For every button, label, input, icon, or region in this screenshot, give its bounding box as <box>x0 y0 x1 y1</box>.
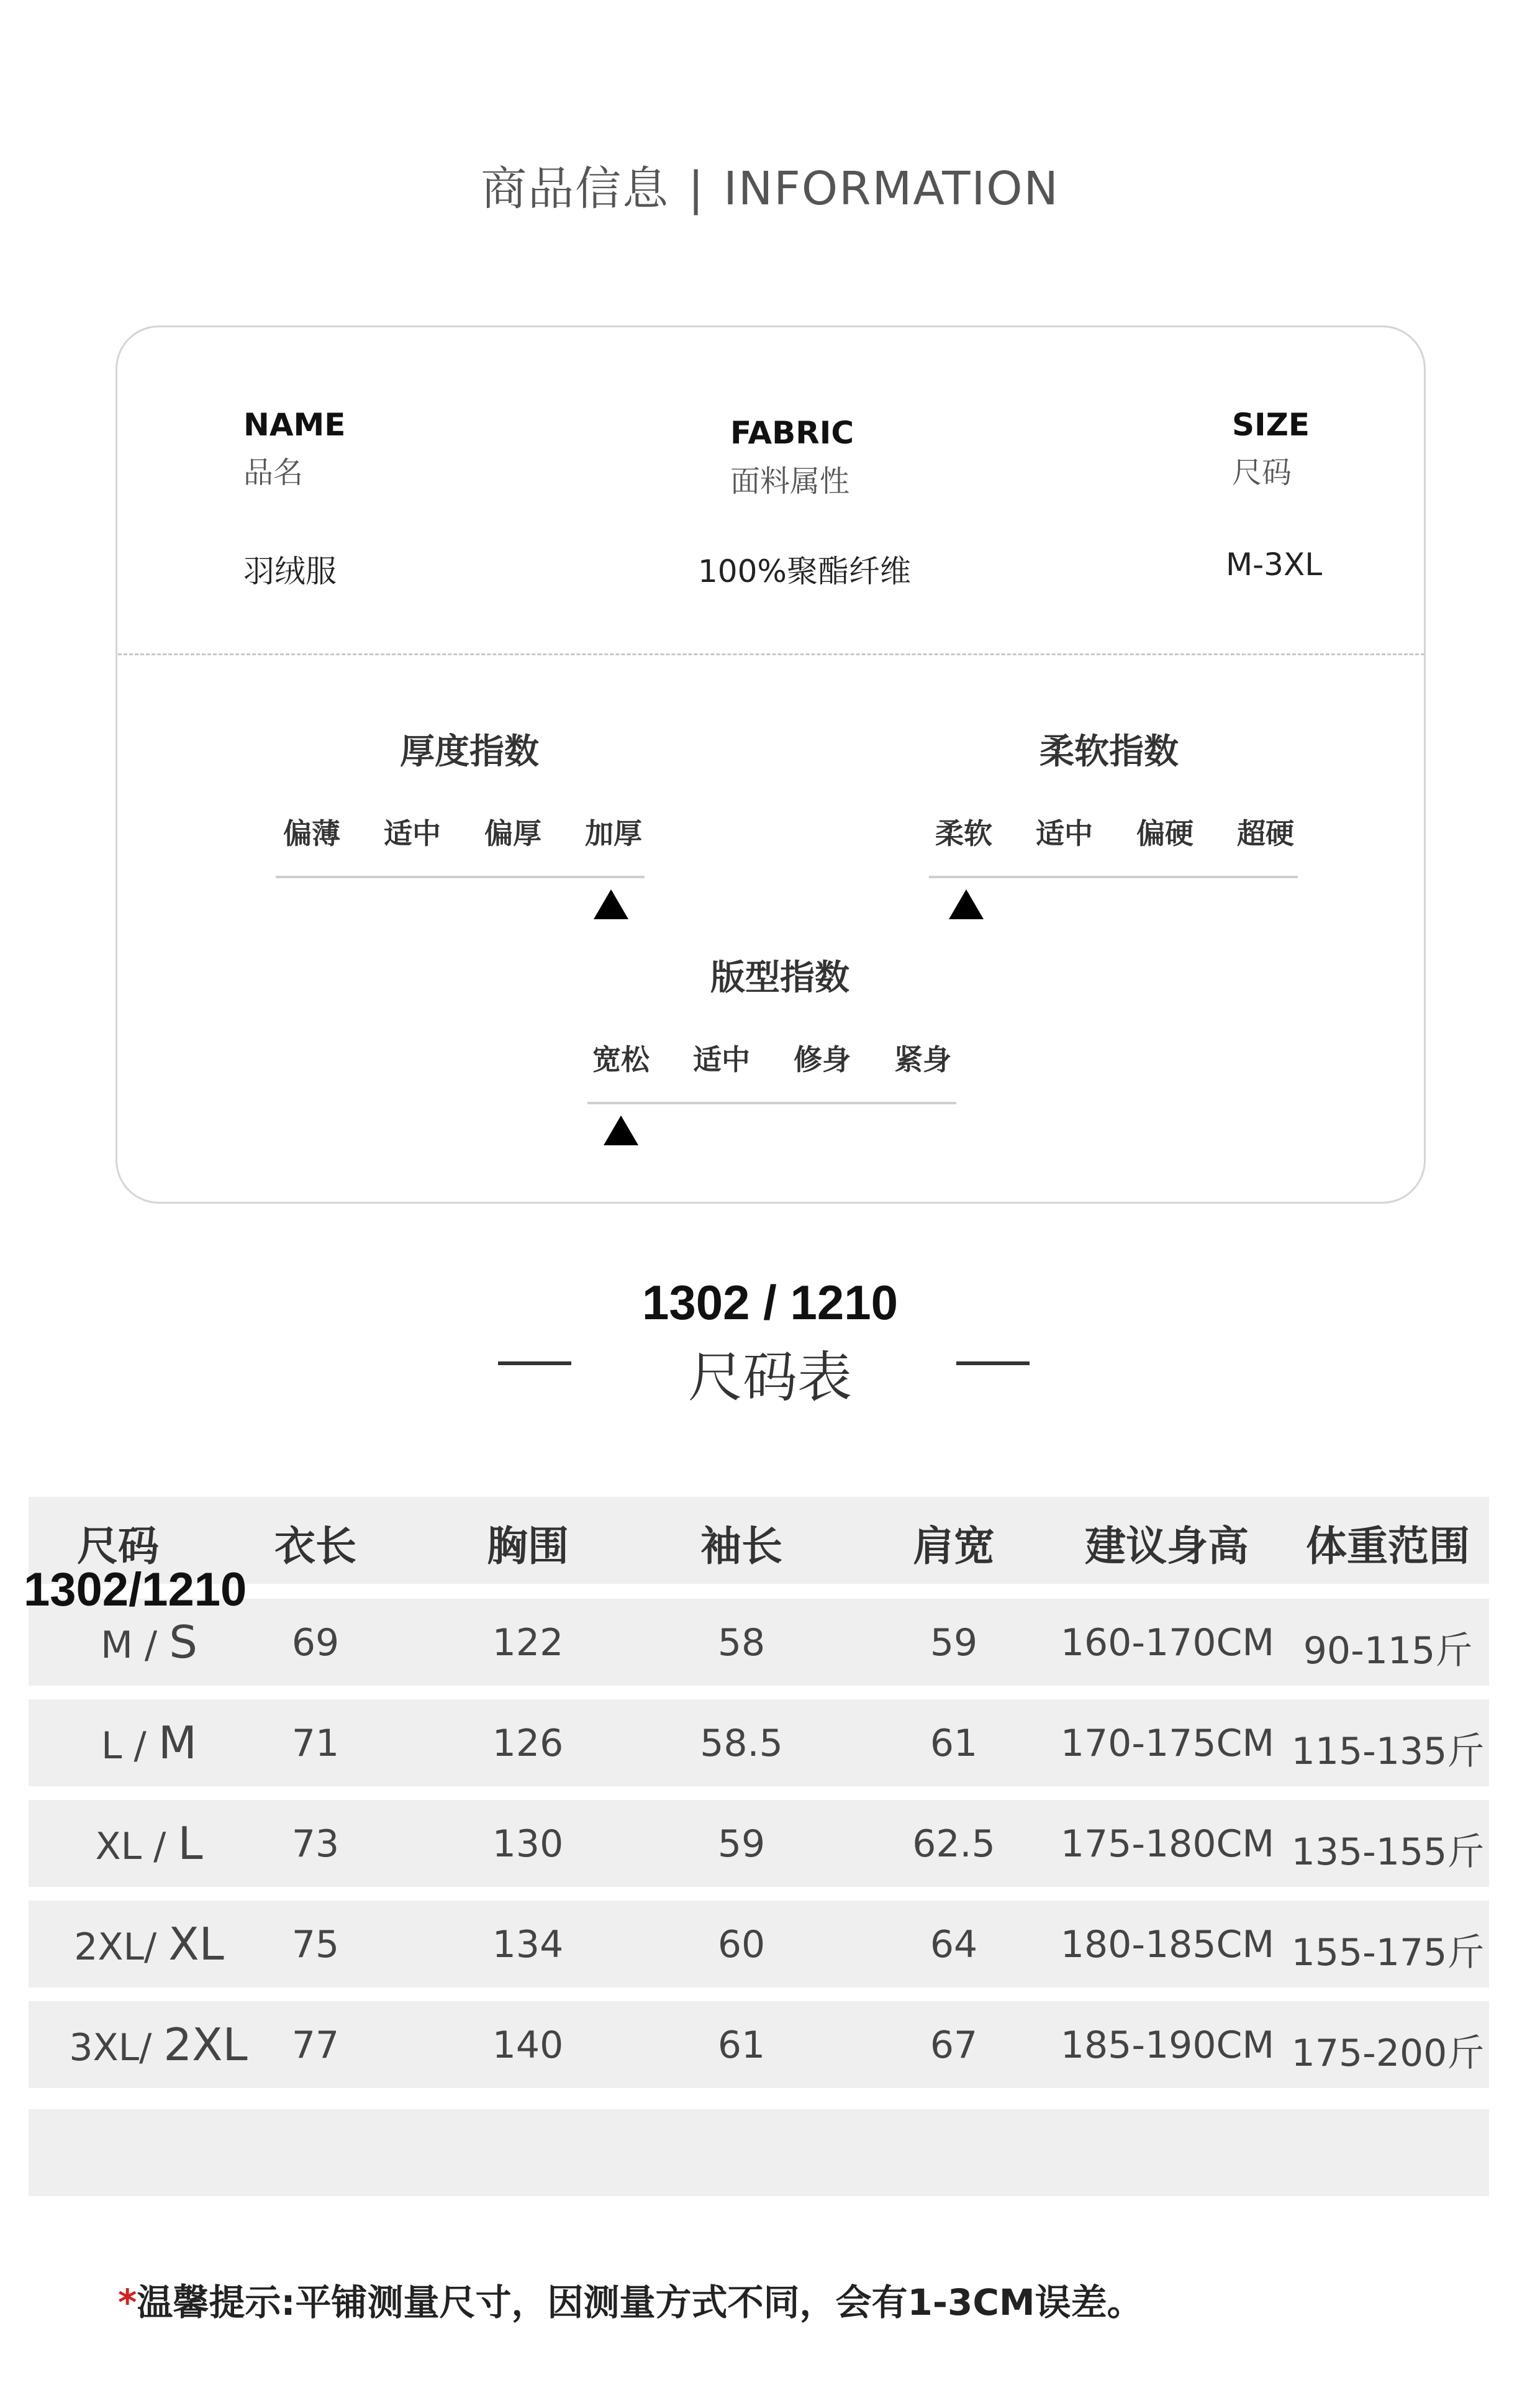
chest-cell: 126 <box>492 1722 564 1765</box>
col-header-weight: 体重范围 <box>1306 1522 1470 1570</box>
col-header-length: 衣长 <box>274 1522 356 1570</box>
weight-cell: 155-175斤 <box>1291 1931 1485 1974</box>
fit-option: 紧身 <box>894 1043 951 1076</box>
size-cell <box>56 2019 261 2071</box>
fit-option-selected: 宽松 <box>592 1043 650 1076</box>
shoulder-cell: 62.5 <box>912 1822 995 1866</box>
weight-cell: 175-200斤 <box>1291 2032 1485 2075</box>
chest-cell: 140 <box>492 2024 564 2067</box>
length-cell: 77 <box>291 2024 340 2067</box>
softness-scale-line <box>929 876 1298 878</box>
height-cell: 175-180CM <box>1060 1822 1275 1866</box>
size-a: M / <box>101 1624 158 1667</box>
model-code: 1302 / 1210 <box>641 1275 899 1330</box>
title-separator: | <box>688 162 705 216</box>
fabric-value: 100%聚酯纤维 <box>698 553 911 589</box>
softness-option: 超硬 <box>1237 817 1294 850</box>
title-zh: 商品信息 <box>481 162 670 216</box>
thickness-pointer-icon <box>594 889 628 919</box>
size-chart-title: 尺码表 <box>687 1345 852 1409</box>
measurement-note <box>118 2273 1143 2325</box>
height-cell: 185-190CM <box>1060 2024 1275 2067</box>
size-label-en: SIZE <box>1232 407 1310 443</box>
title-en: INFORMATION <box>723 162 1059 216</box>
card-divider <box>118 653 1424 655</box>
size-a: L / <box>101 1724 147 1768</box>
length-cell: 73 <box>291 1822 340 1866</box>
softness-index-title: 柔软指数 <box>1040 732 1179 772</box>
size-label-zh: 尺码 <box>1232 455 1292 490</box>
size-b: M <box>158 1717 197 1769</box>
size-b: L <box>178 1817 203 1869</box>
chest-cell: 122 <box>492 1621 564 1665</box>
size-b: 2XL <box>163 2019 248 2071</box>
shoulder-cell: 67 <box>930 2024 978 2067</box>
col-header-height: 建议身高 <box>1085 1522 1249 1570</box>
col-header-size-code: 1302/1210 <box>24 1563 247 1616</box>
size-b: S <box>169 1616 197 1668</box>
size-b: XL <box>168 1918 224 1970</box>
size-cell <box>56 1616 242 1668</box>
length-cell: 71 <box>291 1722 340 1765</box>
length-cell: 75 <box>291 1923 340 1966</box>
weight-cell: 135-155斤 <box>1291 1830 1485 1874</box>
sleeve-cell: 58.5 <box>700 1722 783 1765</box>
thickness-option-selected: 加厚 <box>585 817 642 850</box>
sleeve-cell: 61 <box>717 2024 766 2067</box>
title-right-dash <box>956 1361 1030 1365</box>
col-header-chest: 胸围 <box>487 1522 569 1570</box>
fit-option: 适中 <box>693 1043 750 1076</box>
page-title <box>0 152 1540 218</box>
shoulder-cell: 59 <box>930 1621 978 1665</box>
shoulder-cell: 64 <box>930 1923 978 1966</box>
fit-scale-line <box>587 1102 956 1104</box>
size-cell <box>56 1918 242 1970</box>
length-cell: 69 <box>291 1621 340 1665</box>
note-text: 温馨提示:平铺测量尺寸，因测量方式不同，会有1-3CM误差。 <box>137 2281 1143 2324</box>
shoulder-cell: 61 <box>930 1722 978 1765</box>
fit-option: 修身 <box>794 1043 851 1076</box>
fabric-label-en: FABRIC <box>730 415 854 451</box>
chest-cell: 134 <box>492 1923 564 1966</box>
softness-option: 适中 <box>1036 817 1093 850</box>
softness-option-selected: 柔软 <box>935 817 992 850</box>
fit-index-title: 版型指数 <box>710 958 849 998</box>
col-header-shoulder: 肩宽 <box>913 1522 995 1570</box>
height-cell: 180-185CM <box>1060 1923 1275 1966</box>
softness-pointer-icon <box>949 889 984 919</box>
size-a: 3XL/ <box>69 2026 152 2069</box>
fabric-label-zh: 面料属性 <box>730 464 850 499</box>
sleeve-cell: 58 <box>717 1621 766 1665</box>
table-empty-row <box>29 2109 1489 2196</box>
size-cell <box>56 1817 242 1869</box>
weight-cell: 90-115斤 <box>1303 1629 1473 1673</box>
softness-option: 偏硬 <box>1136 817 1194 850</box>
col-header-size: 尺码 <box>77 1522 159 1570</box>
name-label-zh: 品名 <box>243 455 304 490</box>
size-value: M-3XL <box>1226 547 1323 583</box>
weight-cell: 115-135斤 <box>1291 1730 1485 1773</box>
size-a: XL / <box>95 1825 166 1868</box>
size-cell <box>56 1717 242 1769</box>
thickness-option: 偏薄 <box>283 817 340 850</box>
thickness-option: 偏厚 <box>484 817 541 850</box>
thickness-option: 适中 <box>384 817 441 850</box>
size-a: 2XL/ <box>74 1925 157 1969</box>
col-header-sleeve: 袖长 <box>700 1522 782 1570</box>
name-label-en: NAME <box>243 407 346 443</box>
sleeve-cell: 59 <box>717 1822 766 1866</box>
chest-cell: 130 <box>492 1822 564 1866</box>
thickness-scale-line <box>276 876 645 878</box>
thickness-index-title: 厚度指数 <box>400 732 539 772</box>
fit-pointer-icon <box>604 1115 638 1145</box>
note-star: * <box>118 2281 137 2324</box>
height-cell: 160-170CM <box>1060 1621 1275 1665</box>
sleeve-cell: 60 <box>717 1923 766 1966</box>
height-cell: 170-175CM <box>1060 1722 1275 1765</box>
name-value: 羽绒服 <box>243 553 337 589</box>
